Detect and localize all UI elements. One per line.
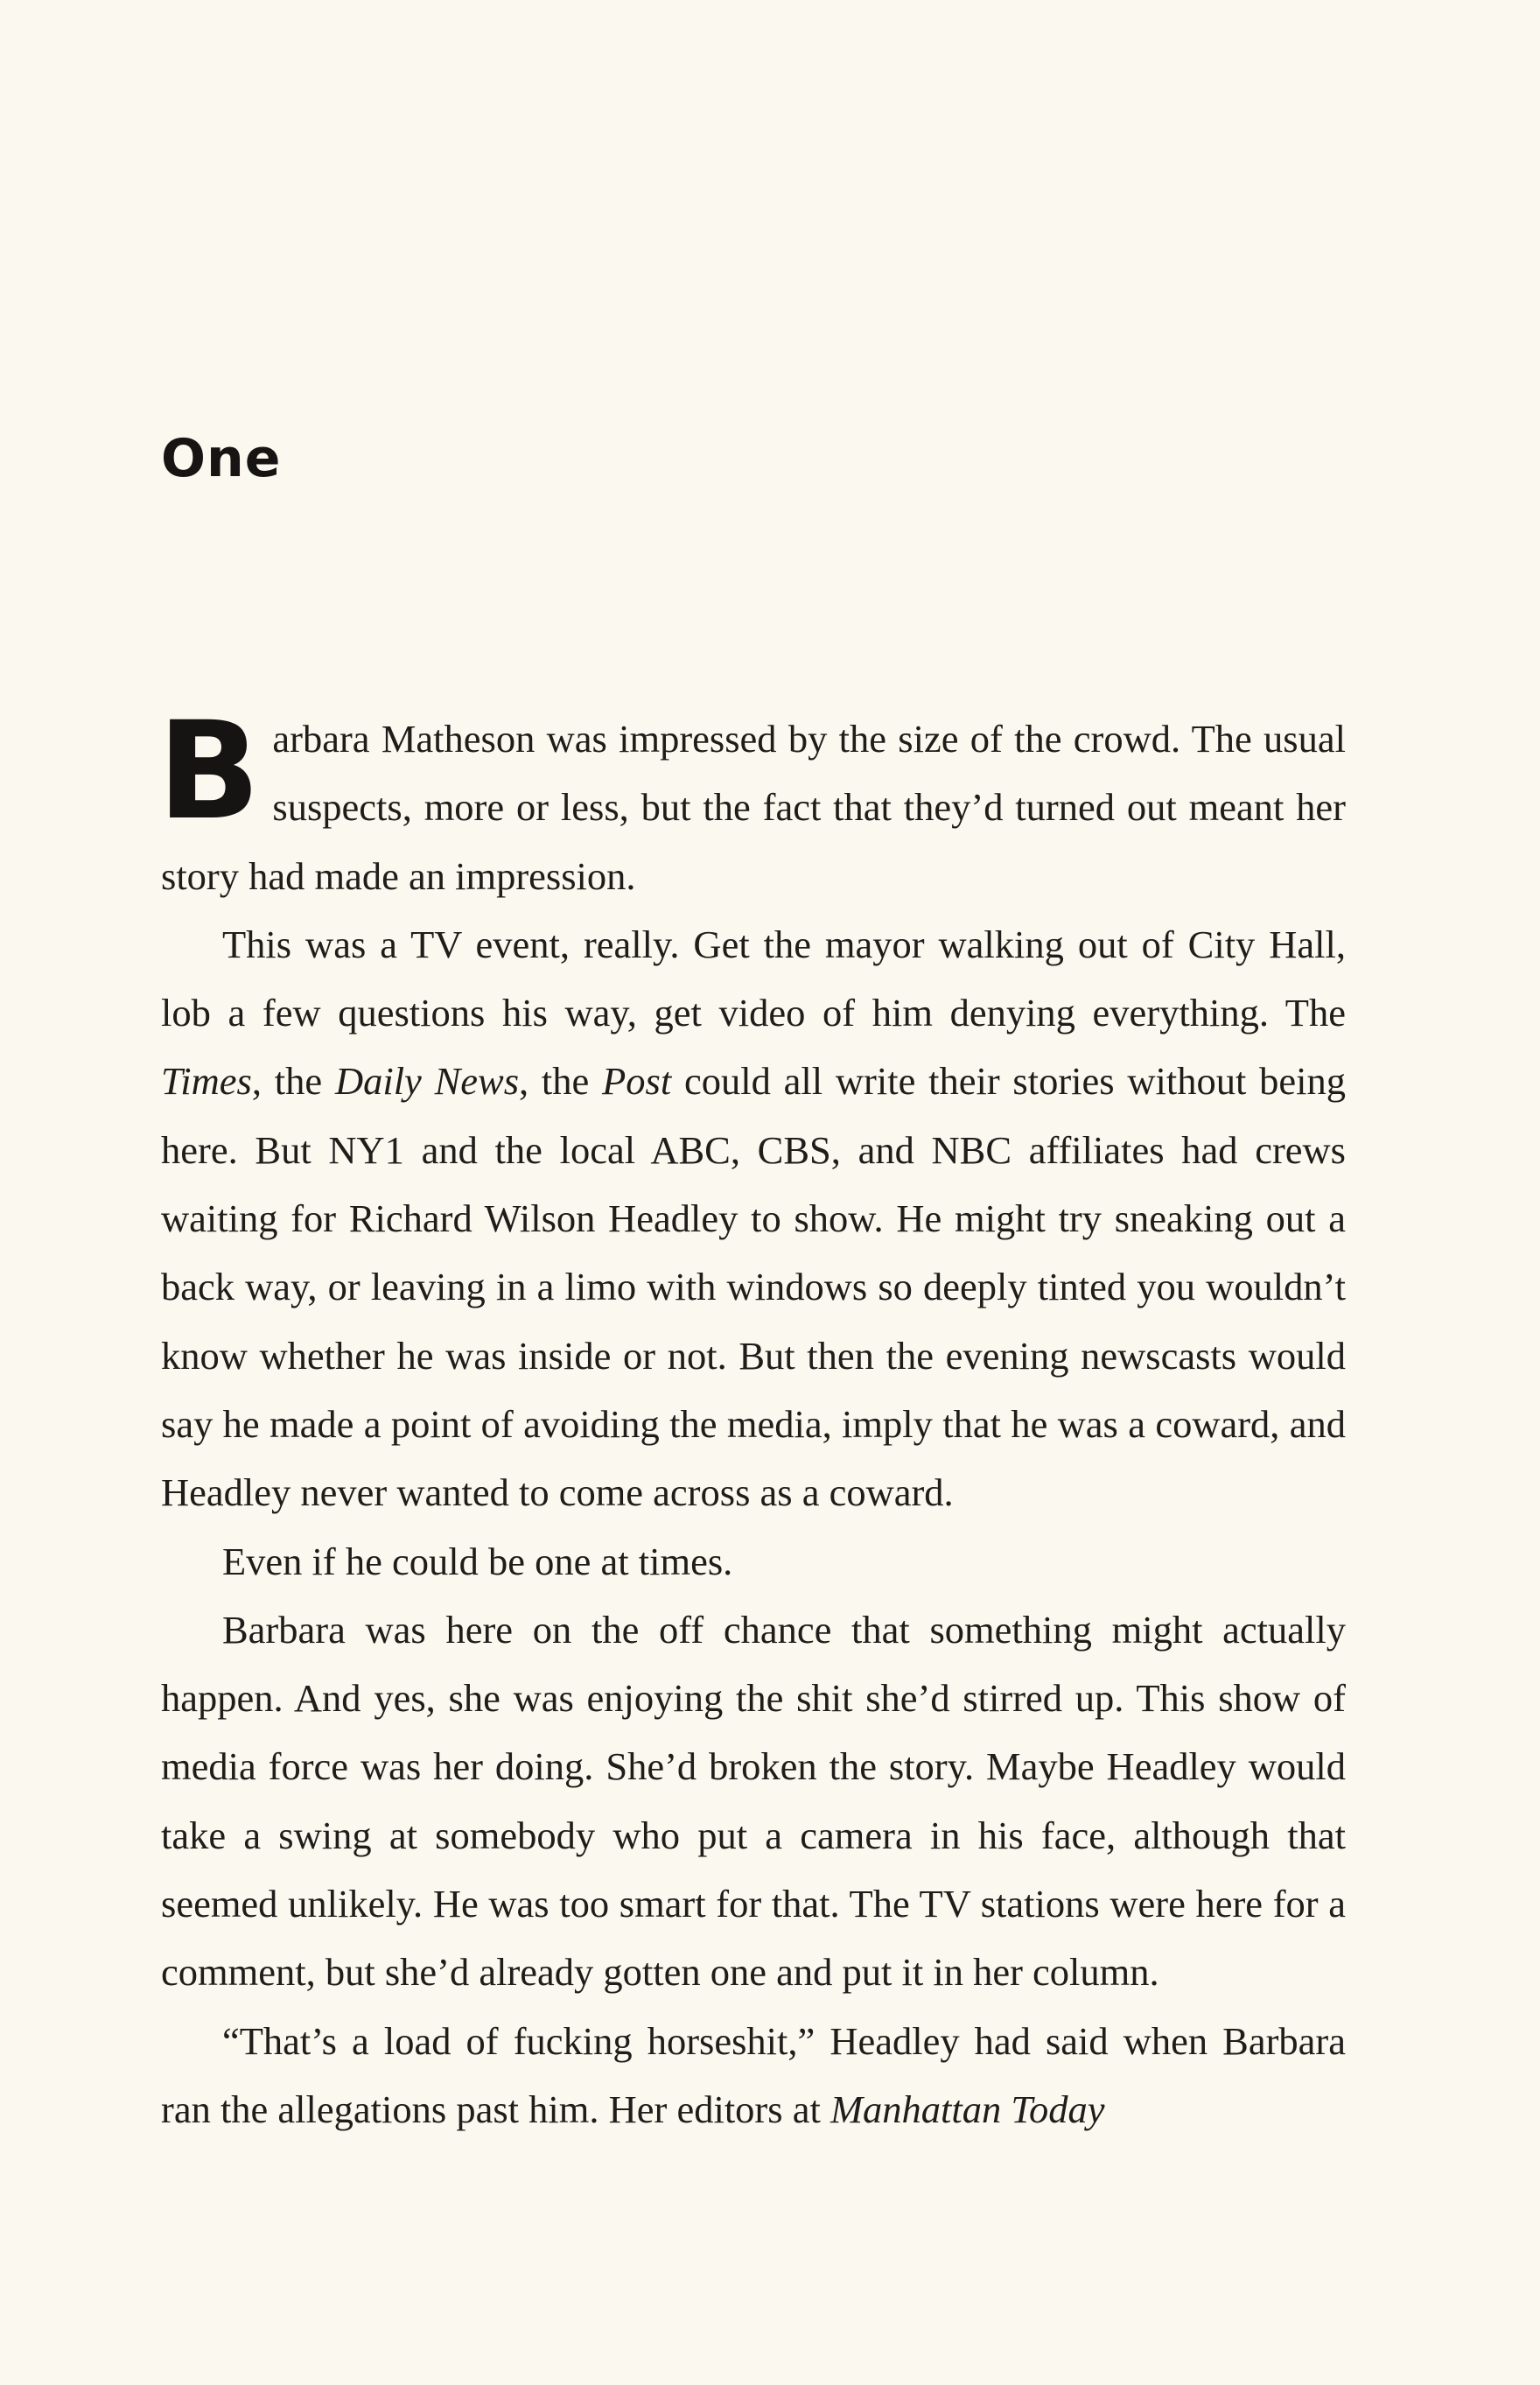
paragraph-3: Even if he could be one at times. (222, 1539, 733, 1583)
chapter-title: One (161, 428, 282, 489)
paragraph-4: Barbara was here on the off chance that something might actually happen. And yes, she was enjoying the shit she’d stirred up. This show of media force was her doing. She’d broken the story. Maybe Headley would take a swing at somebody who put a camera in his face, although that seemed unlikely. He was too smart for that. The TV stations were here for a comment, but she’d already gotten one and put it in her column. (161, 1607, 1346, 1995)
paragraph-2-text-d: could all write their stories without being here. But NY1 and the local ABC, CBS, and NBC affiliates had crews waiting for Richard Wilson Headley to show. He might try sneaking out a back way, or leaving in a limo with windows so deeply tinted you wouldn’t know whether he was inside or not. But then the evening newscasts would say he made a point of avoiding the media, imply that he was a coward, and Headley never wanted to come across as a coward. (161, 1059, 1347, 1515)
paragraph-2 (161, 910, 1346, 1527)
title-daily-news: Daily News (334, 1059, 520, 1104)
title-times: Times (161, 1059, 252, 1104)
paragraph-2-text-a: This was a TV event, really. Get the mayor walking out of City Hall, lob a few questions his way, get video of him denying everything. The (161, 922, 1346, 1035)
paragraph-5-text-a: “That’s a load of fucking horseshit,” Headley had said when Barbara ran the allegations past him. Her editors at (161, 2018, 1346, 2131)
paragraph-5 (161, 2007, 1346, 2144)
paragraph-1 (158, 693, 1346, 910)
body-text (158, 693, 1347, 2143)
title-manhattan-today: Manhattan Today (830, 2087, 1105, 2131)
paragraph-2-text-b: , the (251, 1059, 335, 1104)
drop-cap: B (158, 693, 261, 850)
paragraph-2-text-c: , the (519, 1059, 603, 1104)
paragraph-1-text: arbara Matheson was impressed by the size of the crowd. The usual suspects, more or less, but the fact that they’d turned out meant her story had made an impression. (161, 717, 1346, 898)
title-post: Post (602, 1059, 672, 1104)
